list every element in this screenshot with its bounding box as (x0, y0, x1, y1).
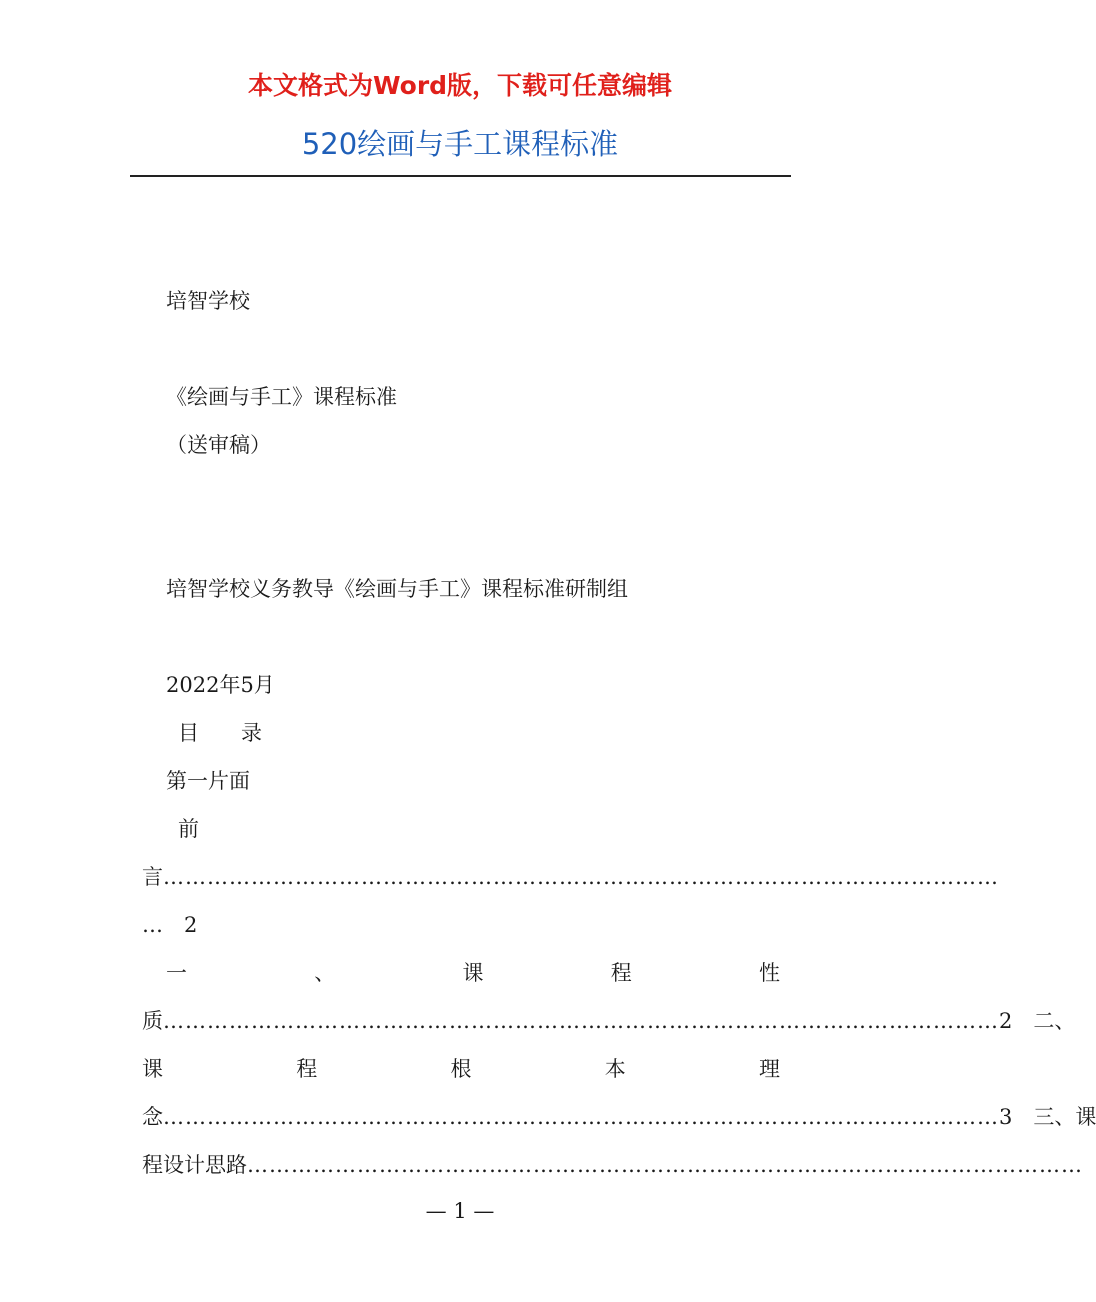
toc-leader-dots: …………………………………………………………………………………………………… (163, 1105, 999, 1129)
toc-line-start: 质 (142, 1009, 163, 1033)
header-divider (130, 175, 791, 177)
toc-char: 根 (450, 1057, 472, 1081)
toc-char: 课 (142, 1057, 163, 1081)
toc-justified-row (142, 1054, 780, 1084)
toc-leader-dots: …………………………………………………………………………………………………… (163, 865, 999, 889)
toc-char: 一 (166, 961, 187, 985)
toc-page-ref: … 2 (142, 913, 198, 937)
toc-char: 程 (610, 961, 632, 985)
toc-char: 、 (314, 961, 336, 985)
school-name: 培智学校 (166, 289, 250, 313)
page-number: — 1 — (425, 1199, 495, 1223)
format-banner: 本文格式为Word版，下载可任意编辑 (247, 71, 673, 100)
research-group: 培智学校义务教导《绘画与手工》课程标准研制组 (166, 577, 628, 601)
toc-leader-dots: …………………………………………………………………………………………………… (247, 1153, 1083, 1177)
toc-line (142, 1150, 1083, 1180)
date-line: 2022年5月 (166, 673, 275, 697)
toc-justified-row (142, 958, 780, 988)
toc-line-start: 言 (142, 865, 163, 889)
toc-preface-start: 前 (178, 817, 199, 841)
toc-line-start: 念 (142, 1105, 163, 1129)
toc-leader-dots: …………………………………………………………………………………………………… (163, 1009, 999, 1033)
draft-note: （送审稿） (166, 433, 271, 457)
toc-char: 性 (759, 961, 780, 985)
toc-char: 本 (604, 1057, 626, 1081)
toc-line-end: 3 三、课 (999, 1105, 1096, 1129)
course-title: 《绘画与手工》课程标准 (166, 385, 397, 409)
toc-line (142, 1006, 1076, 1036)
part-heading: 第一片面 (166, 769, 250, 793)
toc-line-start: 程设计思路 (142, 1153, 247, 1177)
toc-line (142, 862, 999, 892)
document-title: 520绘画与手工课程标准 (301, 127, 619, 161)
toc-char: 理 (759, 1057, 780, 1081)
toc-char: 课 (462, 961, 484, 985)
toc-line-end: 2 二、 (999, 1009, 1076, 1033)
toc-char: 程 (296, 1057, 318, 1081)
toc-heading: 目 录 (178, 721, 262, 745)
toc-line (142, 1102, 1096, 1132)
